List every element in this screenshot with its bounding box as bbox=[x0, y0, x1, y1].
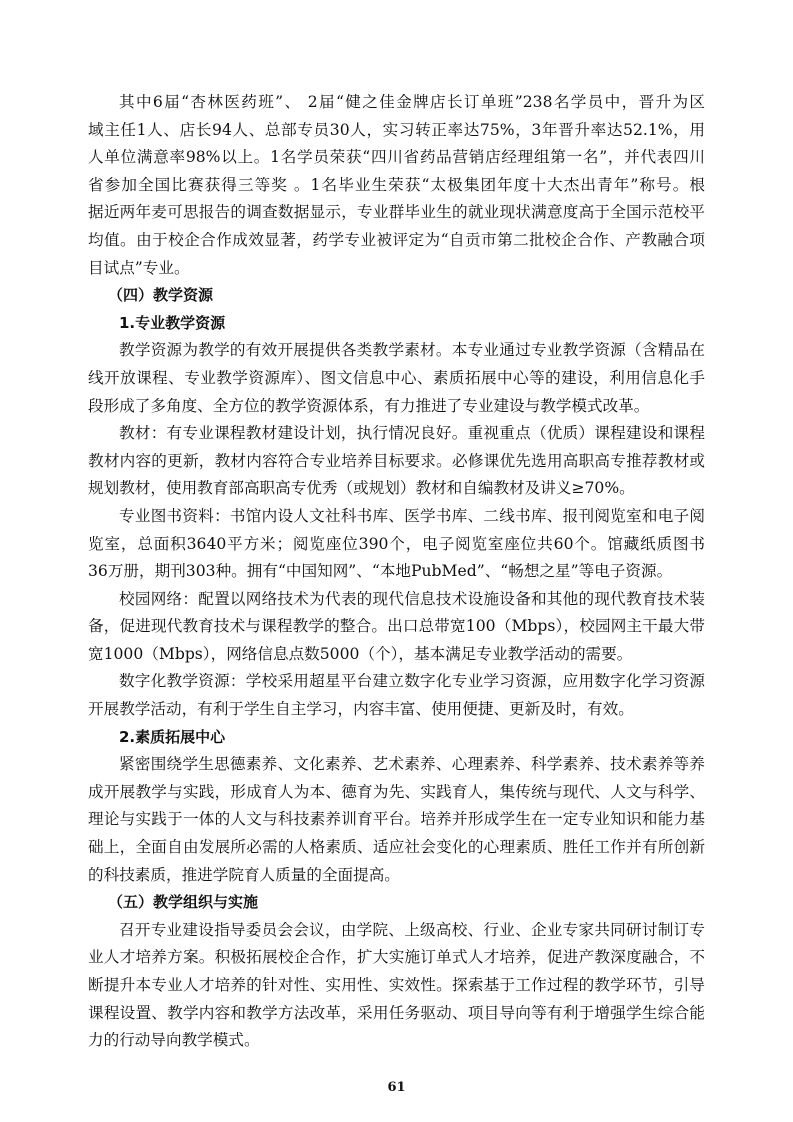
text-line: 均值。由于校企合作成效显著，药学专业被评定为“自贡市第二批校企合作、产教融合项 bbox=[88, 230, 705, 249]
text-line: 省参加全国比赛获得三等奖 。1名毕业生荣获“太极集团年度十大杰出青年”称号。根 bbox=[88, 175, 705, 194]
text-line: 教材内容的更新，教材内容符合专业培养目标要求。必修课优先选用高职高专推荐教材或 bbox=[88, 451, 705, 470]
text-line: 教学资源为教学的有效开展提供各类教学素材。本专业通过专业教学资源（含精品在 bbox=[119, 341, 705, 360]
paragraph bbox=[88, 586, 705, 669]
subsection-heading: 2.素质拓展中心 bbox=[119, 727, 226, 746]
text-line: 线开放课程、专业教学资源库）、图文信息中心、素质拓展中心等的建设，利用信息化手 bbox=[88, 368, 705, 387]
text-line: 成开展教学与实践，形成育人为本、德育为先、实践育人，集传统与现代、人文与科学、 bbox=[88, 782, 705, 801]
text-line: 宽1000（Mbps），网络信息点数5000（个），基本满足专业教学活动的需要。 bbox=[88, 644, 633, 663]
paragraph bbox=[88, 503, 705, 586]
text-line: 段形成了多角度、全方位的教学资源体系，有力推进了专业建设与教学模式改革。 bbox=[88, 396, 650, 415]
paragraph bbox=[88, 89, 705, 282]
text-line: 课程设置、教学内容和教学方法改革，采用任务驱动、项目导向等有利于增强学生综合能 bbox=[88, 1003, 705, 1022]
text-line: 教材：有专业课程教材建设计划，执行情况良好。重视重点（优质）课程建设和课程 bbox=[119, 424, 705, 443]
text-line: 理论与实践于一体的人文与科技素养训育平台。培养并形成学生在一定专业知识和能力基 bbox=[88, 810, 705, 829]
text-line: 础上，全面自由发展所必需的人格素质、适应社会变化的心理素质、胜任工作并有所创新 bbox=[88, 838, 705, 857]
paragraph bbox=[88, 337, 705, 420]
text-line: 力的行动导向教学模式。 bbox=[88, 1031, 260, 1050]
text-line: 业人才培养方案。积极拓展校企合作，扩大实施订单式人才培养，促进产教深度融合，不 bbox=[88, 948, 705, 967]
paragraph bbox=[88, 420, 705, 503]
paragraph bbox=[88, 751, 705, 889]
text-line: 召开专业建设指导委员会会议，由学院、上级高校、行业、企业专家共同研讨制订专 bbox=[119, 920, 705, 939]
section-heading: （五）教学组织与实施 bbox=[108, 893, 259, 912]
text-line: 36万册，期刊303种。拥有“中国知网”、“本地PubMed”、“畅想之星”等电子资源。 bbox=[88, 562, 673, 581]
subsection-heading: 1.专业教学资源 bbox=[119, 313, 226, 332]
text-line: 校园网络：配置以网络技术为代表的现代信息技术设施设备和其他的现代教育技术装 bbox=[119, 589, 705, 608]
text-line: 断提升本专业人才培养的针对性、实用性、实效性。探索基于工作过程的教学环节，引导 bbox=[88, 976, 705, 994]
text-line: 的科技素质，推进学院育人质量的全面提高。 bbox=[88, 865, 400, 884]
text-line: 开展教学活动，有利于学生自主学习，内容丰富、使用便捷、更新及时，有效。 bbox=[88, 700, 634, 719]
section-heading: （四）教学资源 bbox=[108, 286, 214, 305]
page-body bbox=[88, 89, 705, 1055]
text-line: 览室，总面积3640平方米；阅览座位390个，电子阅览室座位共60个。馆藏纸质图书 bbox=[88, 534, 705, 553]
text-line: 域主任1人、店长94人、总部专员30人，实习转正率达75%，3年晋升率达52.1%，用 bbox=[88, 120, 705, 139]
paragraph bbox=[88, 917, 705, 1055]
text-line: 目试点”专业。 bbox=[88, 258, 190, 277]
text-line: 规划教材，使用教育部高职高专优秀（或规划）教材和自编教材及讲义≥70%。 bbox=[88, 479, 635, 498]
paragraph bbox=[88, 668, 705, 723]
text-line: 人单位满意率98%以上。1名学员荣获“四川省药品营销店经理组第一名”，并代表四川 bbox=[88, 148, 705, 167]
text-line: 紧密围绕学生思德素养、文化素养、艺术素养、心理素养、科学素养、技术素养等养 bbox=[119, 755, 705, 774]
text-line: 数字化教学资源：学校采用超星平台建立数字化专业学习资源，应用数字化学习资源 bbox=[119, 672, 705, 691]
page-number: 61 bbox=[387, 1080, 406, 1095]
text-line: 备，促进现代教育技术与课程教学的整合。出口总带宽100（Mbps），校园网主干最大带 bbox=[88, 617, 705, 636]
text-line: 专业图书资料：书馆内设人文社科书库、医学书库、二线书库、报刊阅览室和电子阅 bbox=[119, 506, 705, 525]
text-line: 其中6届“杏林医药班”、 2届“健之佳金牌店长订单班”238名学员中，晋升为区 bbox=[119, 93, 705, 111]
text-line: 据近两年麦可思报告的调查数据显示，专业群毕业生的就业现状满意度高于全国示范校平 bbox=[88, 203, 705, 222]
